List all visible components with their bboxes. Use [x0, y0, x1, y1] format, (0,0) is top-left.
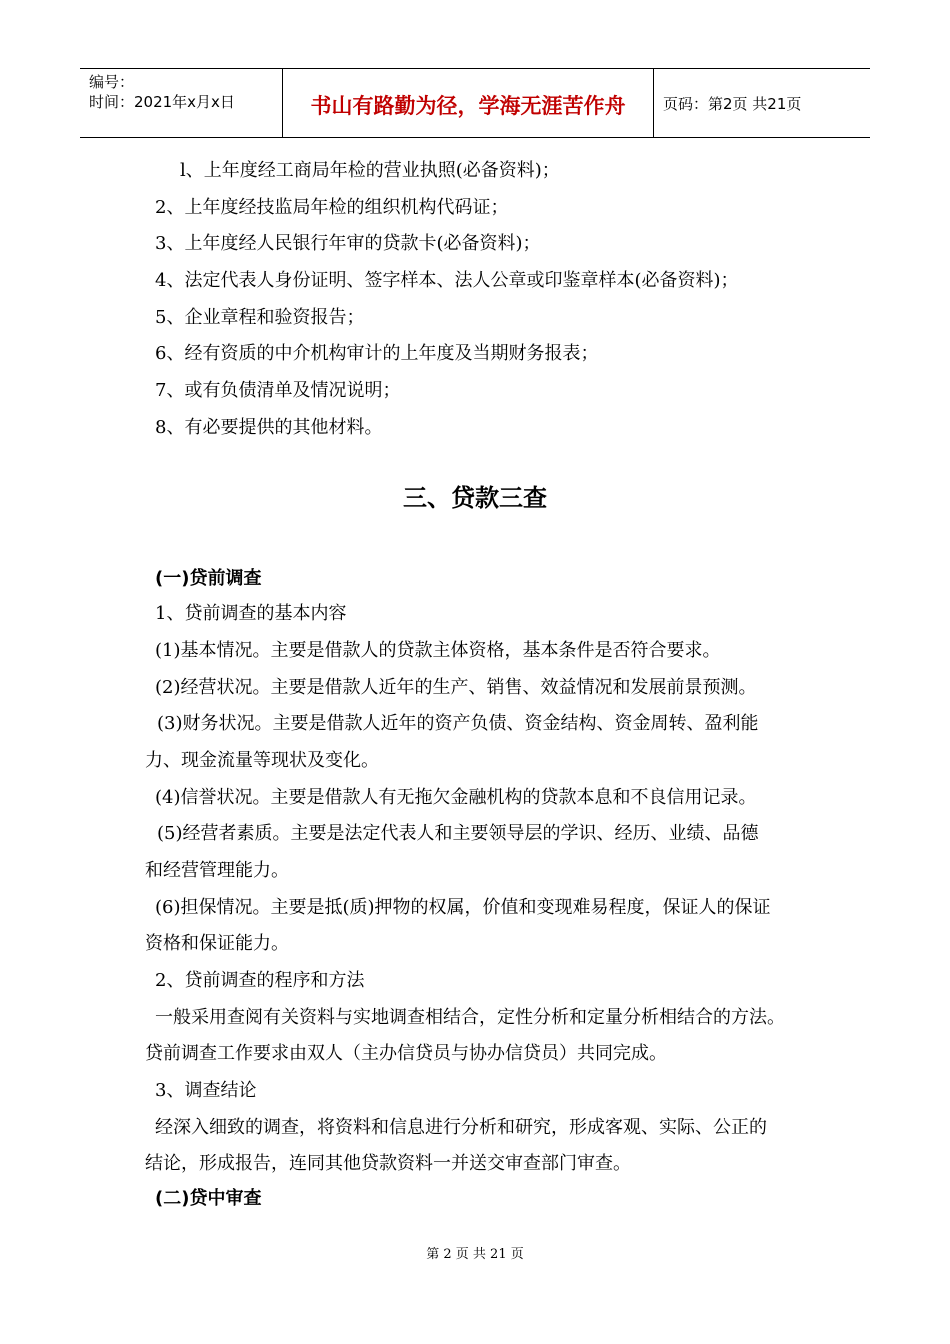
paragraph-line: 经深入细致的调查，将资料和信息进行分析和研究，形成客观、实际、公正的	[155, 1117, 767, 1138]
header-page-number: 页码：第2页 共21页	[663, 94, 802, 113]
header-time: 时间：2021年x月x日	[89, 93, 235, 111]
list-item: l、上年度经工商局年检的营业执照(必备资料)；	[180, 160, 560, 181]
paragraph-line: 资格和保证能力。	[145, 933, 289, 954]
list-item: 2、上年度经技监局年检的组织机构代码证；	[155, 197, 509, 218]
paragraph-line: (4)信誉状况。主要是借款人有无拖欠金融机构的贷款本息和不良信用记录。	[155, 787, 757, 808]
paragraph-line: 力、现金流量等现状及变化。	[145, 750, 379, 771]
paragraph-line: 贷前调查工作要求由双人（主办信贷员与协办信贷员）共同完成。	[145, 1043, 667, 1064]
paragraph-line: (1)基本情况。主要是借款人的贷款主体资格，基本条件是否符合要求。	[155, 640, 721, 661]
paragraph-line: (5)经营者素质。主要是法定代表人和主要领导层的学识、经历、业绩、品德	[157, 823, 759, 844]
paragraph-line: 3、调查结论	[155, 1080, 257, 1101]
subsection-title: (二)贷中审查	[155, 1188, 262, 1209]
page-footer: 第 2 页 共 21 页	[426, 1247, 524, 1262]
paragraph-line: 一般采用查阅有关资料与实地调查相结合，定性分析和定量分析相结合的方法。	[155, 1007, 785, 1028]
paragraph-line: (3)财务状况。主要是借款人近年的资产负债、资金结构、资金周转、盈利能	[157, 713, 759, 734]
header-info	[80, 69, 282, 137]
paragraph-line: 1、贷前调查的基本内容	[155, 603, 347, 624]
list-item: 3、上年度经人民银行年审的贷款卡(必备资料)；	[155, 233, 541, 254]
header-motto: 书山有路勤为径，学海无涯苦作舟	[282, 69, 654, 137]
subsection-title: (一)贷前调查	[155, 568, 262, 589]
section-title: 三、贷款三查	[403, 484, 547, 512]
header-number: 编号：	[89, 73, 135, 91]
paragraph-line: 结论，形成报告，连同其他贷款资料一并送交审查部门审查。	[145, 1153, 631, 1174]
paragraph-line: (2)经营状况。主要是借款人近年的生产、销售、效益情况和发展前景预测。	[155, 677, 757, 698]
list-item: 4、法定代表人身份证明、签字样本、法人公章或印鉴章样本(必备资料)；	[155, 270, 739, 291]
paragraph-line: (6)担保情况。主要是抵(质)押物的权属，价值和变现难易程度，保证人的保证	[155, 897, 771, 918]
paragraph-line: 和经营管理能力。	[145, 860, 289, 881]
list-item: 6、经有资质的中介机构审计的上年度及当期财务报表；	[155, 343, 599, 364]
list-item: 5、企业章程和验资报告；	[155, 307, 365, 328]
paragraph-line: 2、贷前调查的程序和方法	[155, 970, 365, 991]
page-header	[80, 68, 870, 138]
list-item: 7、或有负债清单及情况说明；	[155, 380, 401, 401]
list-item: 8、有必要提供的其他材料。	[155, 417, 383, 438]
